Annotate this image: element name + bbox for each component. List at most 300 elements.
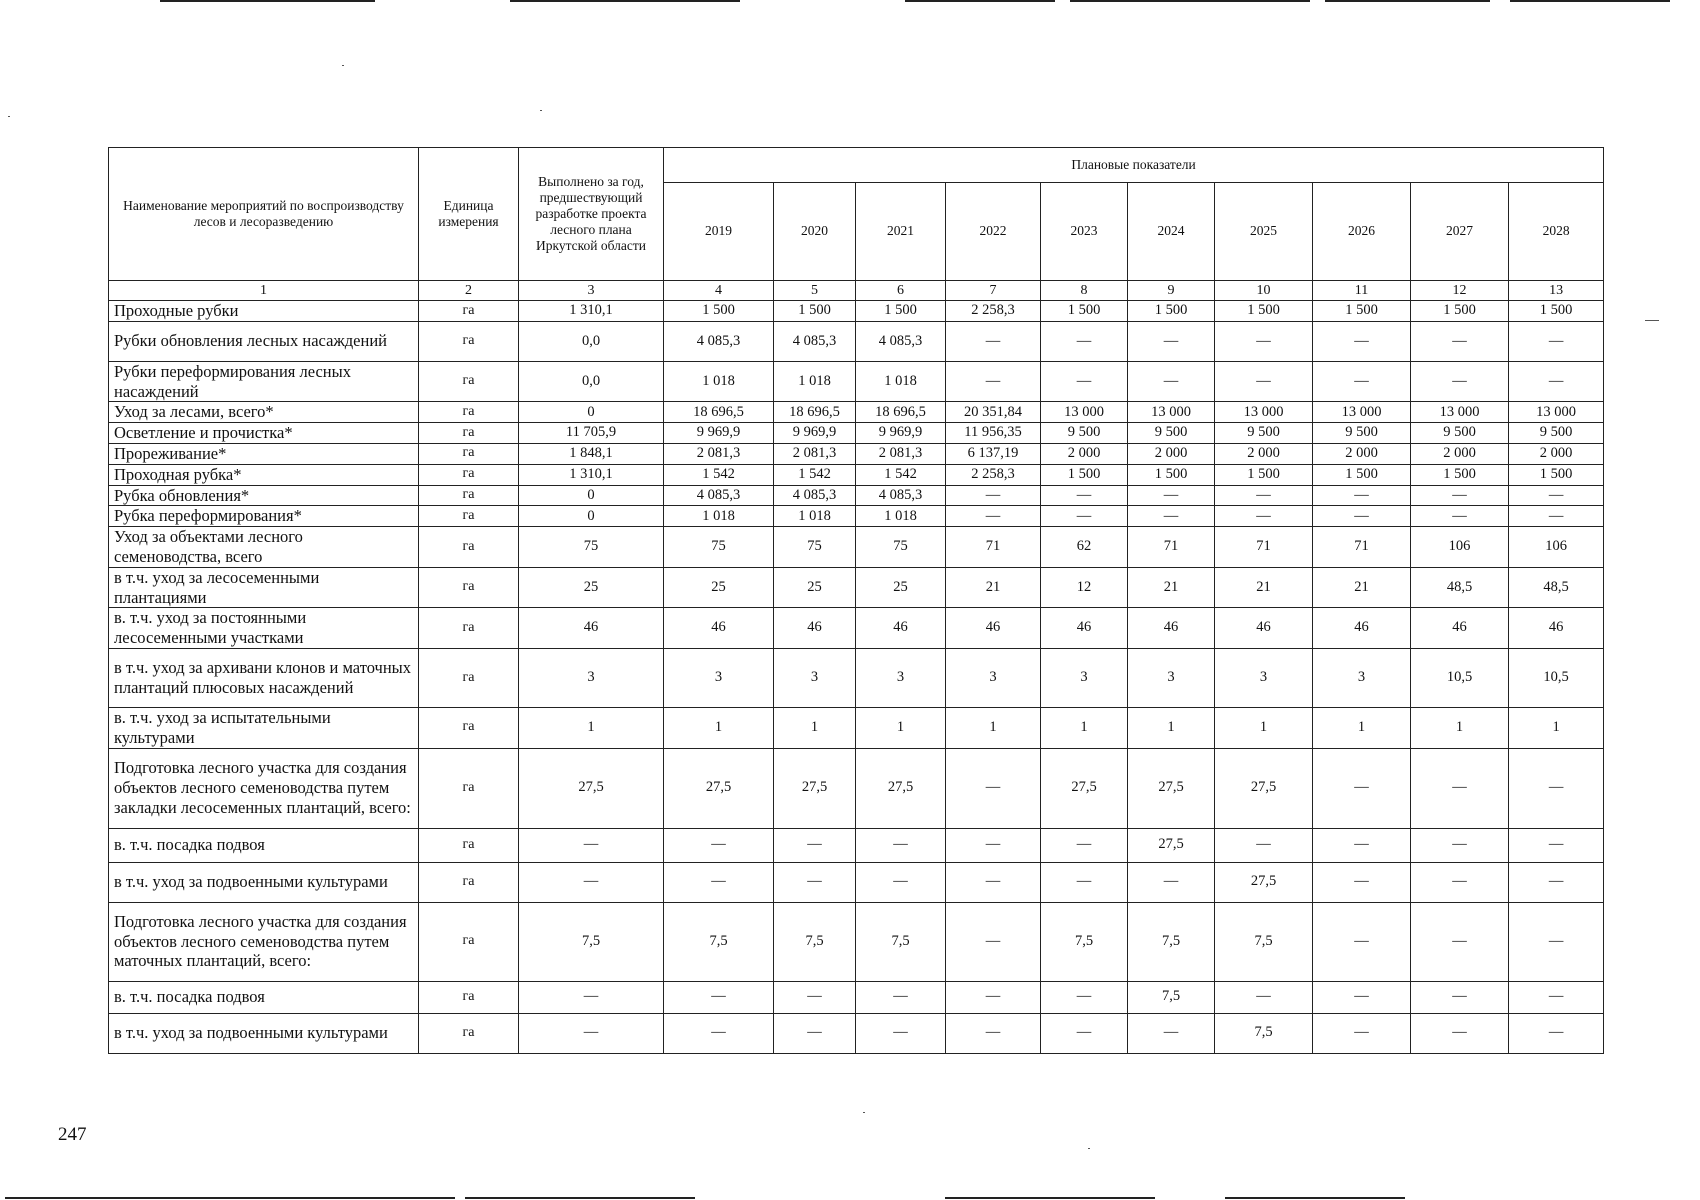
value-cell: 46 [1411,608,1509,649]
header-completed-previous-year: Выполнено за год, предшествующий разработке проекта лесного плана Иркутской области [519,148,664,281]
activity-name-cell: Уход за лесами, всего* [109,402,419,423]
unit-cell: га [419,402,519,423]
value-cell: — [1128,485,1215,506]
header-year: 2025 [1215,183,1313,281]
table-row [109,748,1604,828]
value-cell: 46 [1215,608,1313,649]
value-cell: — [519,862,664,902]
value-cell: 106 [1411,527,1509,568]
table-row [109,301,1604,322]
value-cell: 106 [1509,527,1604,568]
table-row [109,608,1604,649]
value-cell: — [946,1013,1041,1053]
value-cell: 2 000 [1128,443,1215,464]
value-cell: 1 [946,707,1041,748]
value-cell: 1 500 [1509,464,1604,485]
value-cell: — [1313,321,1411,361]
value-cell: 13 000 [1041,402,1128,423]
activity-name-cell: Проходные рубки [109,301,419,322]
value-cell: — [1041,321,1128,361]
value-cell: 46 [774,608,856,649]
value-cell: 1 500 [1215,301,1313,322]
value-cell: 75 [519,527,664,568]
value-cell: — [1128,1013,1215,1053]
value-cell: 25 [856,567,946,608]
value-cell: 0,0 [519,321,664,361]
scan-edge-line [160,0,375,2]
value-cell: 9 500 [1128,423,1215,444]
value-cell: 46 [1509,608,1604,649]
activity-name-cell: Рубки обновления лесных насаждений [109,321,419,361]
value-cell: 1 500 [1411,301,1509,322]
value-cell: — [946,361,1041,402]
value-cell: 1 018 [856,361,946,402]
activity-name-cell: в. т.ч. уход за постоянными лесосеменными участками [109,608,419,649]
value-cell: — [1411,828,1509,862]
value-cell: — [1411,748,1509,828]
value-cell: 0 [519,506,664,527]
value-cell: — [519,981,664,1013]
value-cell: 46 [946,608,1041,649]
value-cell: 7,5 [1215,1013,1313,1053]
value-cell: 71 [1128,527,1215,568]
value-cell: 71 [1313,527,1411,568]
unit-cell: га [419,902,519,981]
value-cell: 1 500 [856,301,946,322]
scan-edge-line [5,1197,455,1199]
scan-speck [342,65,344,66]
value-cell: 71 [946,527,1041,568]
value-cell: 9 500 [1041,423,1128,444]
column-number: 7 [946,281,1041,301]
value-cell: 27,5 [774,748,856,828]
value-cell: 20 351,84 [946,402,1041,423]
unit-cell: га [419,862,519,902]
value-cell: 21 [1215,567,1313,608]
unit-cell: га [419,527,519,568]
value-cell: — [1411,485,1509,506]
value-cell: — [1041,506,1128,527]
value-cell: 1 848,1 [519,443,664,464]
value-cell: — [946,506,1041,527]
value-cell: — [856,862,946,902]
value-cell: 0 [519,402,664,423]
table-row [109,707,1604,748]
unit-cell: га [419,506,519,527]
value-cell: 27,5 [856,748,946,828]
table-row [109,1013,1604,1053]
value-cell: — [1411,981,1509,1013]
value-cell: 2 081,3 [856,443,946,464]
value-cell: 1 018 [664,361,774,402]
unit-cell: га [419,648,519,707]
value-cell: — [1313,748,1411,828]
unit-cell: га [419,464,519,485]
scan-speck [540,110,542,111]
value-cell: 3 [1215,648,1313,707]
value-cell: — [1041,981,1128,1013]
value-cell: 0,0 [519,361,664,402]
column-number: 9 [1128,281,1215,301]
scan-edge-line [465,1197,695,1199]
scan-edge-line [1070,0,1310,2]
value-cell: 1 542 [774,464,856,485]
activity-name-cell: в т.ч. уход за лесосеменными плантациями [109,567,419,608]
value-cell: — [1215,828,1313,862]
page-number: 247 [58,1124,87,1145]
value-cell: — [664,862,774,902]
value-cell: 3 [1041,648,1128,707]
column-number: 1 [109,281,419,301]
value-cell: 9 500 [1411,423,1509,444]
activity-name-cell: Рубка обновления* [109,485,419,506]
column-number: 11 [1313,281,1411,301]
value-cell: 1 500 [774,301,856,322]
value-cell: 3 [1128,648,1215,707]
value-cell: 1 [1041,707,1128,748]
value-cell: — [1509,828,1604,862]
value-cell: 46 [1313,608,1411,649]
value-cell: 2 000 [1041,443,1128,464]
value-cell: 75 [664,527,774,568]
value-cell: 46 [664,608,774,649]
value-cell: 1 018 [774,361,856,402]
value-cell: 21 [1313,567,1411,608]
activity-name-cell: Проходная рубка* [109,464,419,485]
value-cell: — [774,981,856,1013]
column-number: 13 [1509,281,1604,301]
value-cell: 27,5 [1215,748,1313,828]
table-row [109,648,1604,707]
value-cell: — [1509,981,1604,1013]
table-row [109,402,1604,423]
table-row [109,862,1604,902]
value-cell: 11 705,9 [519,423,664,444]
column-number: 3 [519,281,664,301]
value-cell: — [856,828,946,862]
value-cell: 1 [856,707,946,748]
value-cell: 27,5 [1128,748,1215,828]
unit-cell: га [419,707,519,748]
header-year: 2021 [856,183,946,281]
value-cell: — [946,321,1041,361]
value-cell: 6 137,19 [946,443,1041,464]
value-cell: 21 [946,567,1041,608]
value-cell: 1 500 [1041,301,1128,322]
value-cell: 4 085,3 [856,321,946,361]
header-year: 2028 [1509,183,1604,281]
scan-edge-line [1325,0,1490,2]
table-row [109,321,1604,361]
table-row [109,485,1604,506]
value-cell: 71 [1215,527,1313,568]
value-cell: 2 000 [1509,443,1604,464]
value-cell: — [1215,361,1313,402]
unit-cell: га [419,567,519,608]
value-cell: 27,5 [1041,748,1128,828]
scan-edge-line [1225,1197,1405,1199]
value-cell: — [1509,506,1604,527]
header-year: 2020 [774,183,856,281]
value-cell: 7,5 [856,902,946,981]
activity-name-cell: в т.ч. уход за подвоенными культурами [109,1013,419,1053]
column-number: 4 [664,281,774,301]
value-cell: 4 085,3 [774,485,856,506]
value-cell: — [1313,828,1411,862]
value-cell: 46 [1041,608,1128,649]
value-cell: — [1215,321,1313,361]
value-cell: 3 [519,648,664,707]
value-cell: 1 [519,707,664,748]
value-cell: 13 000 [1509,402,1604,423]
value-cell: 9 500 [1215,423,1313,444]
value-cell: — [1041,862,1128,902]
activity-name-cell: в т.ч. уход за архивани клонов и маточных плантаций плюсовых насаждений [109,648,419,707]
column-number: 8 [1041,281,1128,301]
value-cell: 75 [774,527,856,568]
table-row [109,527,1604,568]
scan-speck [1088,1148,1090,1149]
value-cell: 2 000 [1215,443,1313,464]
value-cell: 1 [664,707,774,748]
value-cell: — [1509,321,1604,361]
value-cell: — [1041,828,1128,862]
table-row [109,423,1604,444]
value-cell: 7,5 [519,902,664,981]
scan-speck [1645,320,1659,321]
value-cell: 1 500 [1411,464,1509,485]
value-cell: 18 696,5 [856,402,946,423]
value-cell: 27,5 [1128,828,1215,862]
value-cell: — [946,862,1041,902]
unit-cell: га [419,608,519,649]
value-cell: 48,5 [1509,567,1604,608]
value-cell: 2 000 [1411,443,1509,464]
value-cell: 13 000 [1128,402,1215,423]
value-cell: — [774,1013,856,1053]
value-cell: 13 000 [1411,402,1509,423]
value-cell: 27,5 [1215,862,1313,902]
column-number: 6 [856,281,946,301]
table-row [109,828,1604,862]
value-cell: 25 [664,567,774,608]
value-cell: — [1313,1013,1411,1053]
value-cell: — [856,981,946,1013]
value-cell: 7,5 [1128,981,1215,1013]
table-row [109,506,1604,527]
value-cell: 9 969,9 [664,423,774,444]
activity-name-cell: Рубки переформирования лесных насаждений [109,361,419,402]
value-cell: — [1215,981,1313,1013]
value-cell: — [1128,862,1215,902]
value-cell: — [519,1013,664,1053]
value-cell: — [1509,902,1604,981]
unit-cell: га [419,748,519,828]
value-cell: — [946,828,1041,862]
value-cell: 1 500 [1313,464,1411,485]
value-cell: 1 542 [664,464,774,485]
value-cell: — [1509,862,1604,902]
value-cell: 46 [856,608,946,649]
value-cell: — [774,828,856,862]
value-cell: 1 018 [774,506,856,527]
scan-edge-line [905,0,1055,2]
value-cell: 1 [1509,707,1604,748]
value-cell: — [664,828,774,862]
table-row [109,981,1604,1013]
header-planned-indicators: Плановые показатели [664,148,1604,183]
value-cell: — [1041,1013,1128,1053]
table-row [109,567,1604,608]
value-cell: 7,5 [1041,902,1128,981]
column-number: 12 [1411,281,1509,301]
table-row [109,361,1604,402]
value-cell: — [1313,485,1411,506]
column-number: 2 [419,281,519,301]
value-cell: — [1041,485,1128,506]
value-cell: 2 081,3 [664,443,774,464]
header-activity-name: Наименование мероприятий по воспроизводству лесов и лесоразведению [109,148,419,281]
activity-name-cell: в. т.ч. уход за испытательными культурами [109,707,419,748]
activity-name-cell: Прореживание* [109,443,419,464]
value-cell: — [519,828,664,862]
forest-reproduction-table [108,147,1604,1054]
activity-name-cell: Подготовка лесного участка для создания объектов лесного семеноводства путем закладки лесосеменных плантаций, всего: [109,748,419,828]
value-cell: 1 018 [664,506,774,527]
header-year: 2019 [664,183,774,281]
value-cell: — [1411,1013,1509,1053]
value-cell: 9 500 [1313,423,1411,444]
column-number: 5 [774,281,856,301]
activity-name-cell: в т.ч. уход за подвоенными культурами [109,862,419,902]
value-cell: 1 542 [856,464,946,485]
value-cell: 9 969,9 [774,423,856,444]
value-cell: 1 500 [664,301,774,322]
scan-speck [863,1112,865,1113]
table-row [109,443,1604,464]
unit-cell: га [419,1013,519,1053]
value-cell: 7,5 [774,902,856,981]
value-cell: — [1128,361,1215,402]
activity-name-cell: Уход за объектами лесного семеноводства, всего [109,527,419,568]
value-cell: 4 085,3 [774,321,856,361]
activity-name-cell: Подготовка лесного участка для создания объектов лесного семеноводства путем маточных плантаций, всего: [109,902,419,981]
activity-name-cell: Осветление и прочистка* [109,423,419,444]
value-cell: — [1313,506,1411,527]
value-cell: 4 085,3 [856,485,946,506]
value-cell: 11 956,35 [946,423,1041,444]
value-cell: — [1411,862,1509,902]
value-cell: — [1215,485,1313,506]
value-cell: 1 500 [1509,301,1604,322]
unit-cell: га [419,301,519,322]
scan-edge-line [1510,0,1670,2]
value-cell: — [1509,485,1604,506]
value-cell: 18 696,5 [664,402,774,423]
value-cell: 1 [1313,707,1411,748]
value-cell: 1 018 [856,506,946,527]
table-row [109,902,1604,981]
value-cell: — [1313,862,1411,902]
value-cell: 46 [519,608,664,649]
unit-cell: га [419,321,519,361]
value-cell: 46 [1128,608,1215,649]
value-cell: 9 969,9 [856,423,946,444]
unit-cell: га [419,423,519,444]
header-year: 2024 [1128,183,1215,281]
value-cell: 1 [1411,707,1509,748]
activity-name-cell: Рубка переформирования* [109,506,419,527]
value-cell: 1 500 [1215,464,1313,485]
value-cell: — [774,862,856,902]
unit-cell: га [419,981,519,1013]
value-cell: — [1313,361,1411,402]
value-cell: 7,5 [1128,902,1215,981]
unit-cell: га [419,485,519,506]
value-cell: — [946,902,1041,981]
value-cell: — [1215,506,1313,527]
value-cell: — [664,981,774,1013]
value-cell: 10,5 [1411,648,1509,707]
header-year: 2026 [1313,183,1411,281]
value-cell: 48,5 [1411,567,1509,608]
header-unit: Единица измерения [419,148,519,281]
unit-cell: га [419,361,519,402]
value-cell: — [1509,748,1604,828]
value-cell: 27,5 [664,748,774,828]
value-cell: 25 [774,567,856,608]
unit-cell: га [419,828,519,862]
value-cell: — [1411,506,1509,527]
header-year: 2022 [946,183,1041,281]
scan-speck [8,116,10,117]
value-cell: — [1313,981,1411,1013]
column-number: 10 [1215,281,1313,301]
value-cell: — [1313,902,1411,981]
value-cell: — [946,485,1041,506]
activity-name-cell: в. т.ч. посадка подвоя [109,828,419,862]
scan-edge-line [510,0,740,2]
value-cell: 2 000 [1313,443,1411,464]
value-cell: 2 258,3 [946,301,1041,322]
value-cell: — [1128,506,1215,527]
value-cell: — [856,1013,946,1053]
value-cell: 2 081,3 [774,443,856,464]
value-cell: — [1128,321,1215,361]
value-cell: — [946,981,1041,1013]
value-cell: 10,5 [1509,648,1604,707]
value-cell: 13 000 [1313,402,1411,423]
value-cell: — [1411,361,1509,402]
value-cell: 1 500 [1041,464,1128,485]
scan-edge-line [945,1197,1155,1199]
value-cell: — [1411,321,1509,361]
value-cell: 7,5 [1215,902,1313,981]
value-cell: 1 310,1 [519,301,664,322]
value-cell: 1 500 [1128,464,1215,485]
value-cell: 1 310,1 [519,464,664,485]
value-cell: 75 [856,527,946,568]
unit-cell: га [419,443,519,464]
value-cell: 25 [519,567,664,608]
value-cell: 3 [664,648,774,707]
column-numbers-row [109,281,1604,301]
value-cell: 7,5 [664,902,774,981]
value-cell: 13 000 [1215,402,1313,423]
value-cell: 3 [774,648,856,707]
value-cell: 1 [1128,707,1215,748]
header-year: 2027 [1411,183,1509,281]
